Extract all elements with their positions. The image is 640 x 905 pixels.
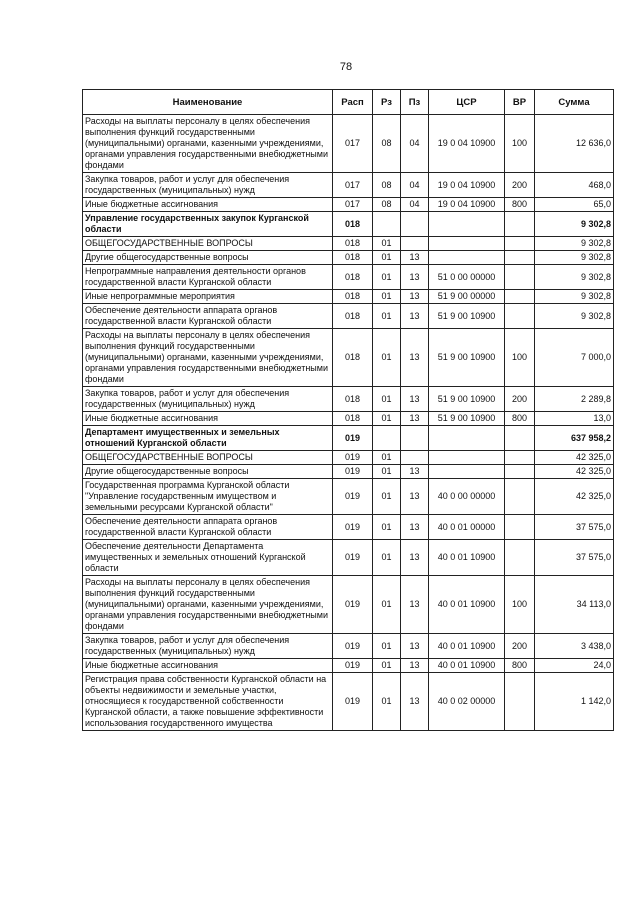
cell-rz: 01	[373, 659, 401, 673]
cell-rz: 08	[373, 198, 401, 212]
table-row	[83, 198, 614, 212]
cell-vr	[505, 451, 535, 465]
cell-rasp: 018	[333, 387, 373, 412]
cell-rasp: 017	[333, 173, 373, 198]
cell-sum: 1 142,0	[535, 673, 614, 731]
cell-pz: 13	[401, 479, 429, 515]
cell-csr: 51 9 00 10900	[429, 412, 505, 426]
cell-pz: 13	[401, 251, 429, 265]
cell-name: Другие общегосударственные вопросы	[83, 251, 333, 265]
cell-rz: 01	[373, 304, 401, 329]
cell-rasp: 019	[333, 426, 373, 451]
cell-sum: 468,0	[535, 173, 614, 198]
cell-rz: 01	[373, 515, 401, 540]
cell-vr	[505, 465, 535, 479]
cell-csr	[429, 251, 505, 265]
cell-vr	[505, 237, 535, 251]
cell-vr: 800	[505, 412, 535, 426]
header-vr: ВР	[505, 90, 535, 115]
cell-name: Обеспечение деятельности Департамента имущественных и земельных отношений Курганской области	[83, 540, 333, 576]
cell-rasp: 018	[333, 237, 373, 251]
cell-csr: 19 0 04 10900	[429, 198, 505, 212]
table-row	[83, 290, 614, 304]
cell-rz: 01	[373, 290, 401, 304]
cell-csr: 51 9 00 00000	[429, 290, 505, 304]
cell-csr: 40 0 00 00000	[429, 479, 505, 515]
cell-vr: 200	[505, 387, 535, 412]
cell-csr: 40 0 01 00000	[429, 515, 505, 540]
cell-vr	[505, 515, 535, 540]
cell-name: Иные бюджетные ассигнования	[83, 198, 333, 212]
cell-vr	[505, 540, 535, 576]
cell-pz: 13	[401, 329, 429, 387]
cell-name: Обеспечение деятельности аппарата органов государственной власти Курганской области	[83, 515, 333, 540]
cell-rz: 01	[373, 329, 401, 387]
cell-vr: 200	[505, 173, 535, 198]
cell-name: Государственная программа Курганской области "Управление государственным имуществом и земельными ресурсами Курганской области"	[83, 479, 333, 515]
cell-vr	[505, 290, 535, 304]
cell-vr: 100	[505, 329, 535, 387]
cell-rasp: 017	[333, 198, 373, 212]
cell-csr: 40 0 01 10900	[429, 634, 505, 659]
cell-pz: 13	[401, 659, 429, 673]
cell-rz: 01	[373, 387, 401, 412]
cell-rz: 01	[373, 237, 401, 251]
header-csr: ЦСР	[429, 90, 505, 115]
cell-rasp: 019	[333, 479, 373, 515]
cell-pz	[401, 237, 429, 251]
cell-csr: 40 0 02 00000	[429, 673, 505, 731]
cell-pz: 13	[401, 304, 429, 329]
cell-sum: 9 302,8	[535, 251, 614, 265]
cell-rasp: 019	[333, 634, 373, 659]
cell-csr: 40 0 01 10900	[429, 576, 505, 634]
cell-rz: 08	[373, 173, 401, 198]
cell-name: Иные бюджетные ассигнования	[83, 659, 333, 673]
cell-pz: 13	[401, 387, 429, 412]
cell-csr: 19 0 04 10900	[429, 173, 505, 198]
table-row	[83, 251, 614, 265]
cell-rasp: 019	[333, 659, 373, 673]
cell-vr	[505, 212, 535, 237]
cell-name: ОБЩЕГОСУДАРСТВЕННЫЕ ВОПРОСЫ	[83, 451, 333, 465]
table-header-row	[83, 90, 614, 115]
cell-sum: 42 325,0	[535, 451, 614, 465]
cell-sum: 37 575,0	[535, 515, 614, 540]
cell-name: Регистрация права собственности Курганской области на объекты недвижимости и земельные участки, относящиеся к государственной собственности Курганской области, а также повышение эффективности использования государственного имущества	[83, 673, 333, 731]
cell-pz	[401, 212, 429, 237]
cell-csr	[429, 426, 505, 451]
cell-vr	[505, 251, 535, 265]
cell-rasp: 018	[333, 265, 373, 290]
cell-vr	[505, 479, 535, 515]
cell-name: Непрограммные направления деятельности органов государственной власти Курганской области	[83, 265, 333, 290]
cell-rasp: 019	[333, 451, 373, 465]
cell-rasp: 019	[333, 465, 373, 479]
cell-rasp: 018	[333, 329, 373, 387]
cell-csr	[429, 237, 505, 251]
cell-name: Департамент имущественных и земельных отношений Курганской области	[83, 426, 333, 451]
cell-csr	[429, 212, 505, 237]
cell-pz: 13	[401, 265, 429, 290]
page-number: 78	[339, 61, 353, 73]
cell-sum: 42 325,0	[535, 465, 614, 479]
cell-vr: 200	[505, 634, 535, 659]
cell-sum: 12 636,0	[535, 115, 614, 173]
cell-sum: 637 958,2	[535, 426, 614, 451]
table-body	[83, 115, 614, 731]
cell-name: ОБЩЕГОСУДАРСТВЕННЫЕ ВОПРОСЫ	[83, 237, 333, 251]
cell-csr: 40 0 01 10900	[429, 659, 505, 673]
cell-rz	[373, 426, 401, 451]
table-row	[83, 479, 614, 515]
cell-rasp: 019	[333, 673, 373, 731]
cell-sum: 9 302,8	[535, 237, 614, 251]
cell-csr: 51 9 00 10900	[429, 304, 505, 329]
table-row	[83, 115, 614, 173]
cell-rasp: 018	[333, 412, 373, 426]
table-row	[83, 304, 614, 329]
cell-rz: 08	[373, 115, 401, 173]
cell-rz: 01	[373, 265, 401, 290]
table-row	[83, 451, 614, 465]
table-row	[83, 634, 614, 659]
cell-pz: 13	[401, 634, 429, 659]
cell-rz: 01	[373, 451, 401, 465]
budget-table	[82, 89, 614, 731]
cell-vr	[505, 426, 535, 451]
table-row	[83, 540, 614, 576]
cell-csr	[429, 451, 505, 465]
header-pz: Пз	[401, 90, 429, 115]
cell-rasp: 017	[333, 115, 373, 173]
cell-rasp: 018	[333, 304, 373, 329]
cell-sum: 2 289,8	[535, 387, 614, 412]
cell-name: Закупка товаров, работ и услуг для обеспечения государственных (муниципальных) нужд	[83, 634, 333, 659]
table-row	[83, 173, 614, 198]
cell-pz: 13	[401, 465, 429, 479]
cell-rz: 01	[373, 576, 401, 634]
cell-csr: 51 0 00 00000	[429, 265, 505, 290]
cell-rz: 01	[373, 540, 401, 576]
cell-pz: 13	[401, 515, 429, 540]
cell-vr: 100	[505, 115, 535, 173]
cell-vr	[505, 304, 535, 329]
cell-sum: 9 302,8	[535, 212, 614, 237]
cell-rz: 01	[373, 673, 401, 731]
cell-sum: 34 113,0	[535, 576, 614, 634]
cell-sum: 24,0	[535, 659, 614, 673]
cell-sum: 9 302,8	[535, 265, 614, 290]
cell-name: Расходы на выплаты персоналу в целях обеспечения выполнения функций государственными (муниципальными) органами, казенными учреждениями, органами управления государственными внебюджетными фондами	[83, 115, 333, 173]
cell-vr: 800	[505, 198, 535, 212]
cell-pz	[401, 451, 429, 465]
table-row	[83, 265, 614, 290]
cell-pz: 13	[401, 576, 429, 634]
cell-sum: 37 575,0	[535, 540, 614, 576]
cell-csr: 19 0 04 10900	[429, 115, 505, 173]
cell-sum: 3 438,0	[535, 634, 614, 659]
cell-vr	[505, 265, 535, 290]
table-row	[83, 659, 614, 673]
cell-rz: 01	[373, 251, 401, 265]
cell-pz: 04	[401, 115, 429, 173]
header-sum: Сумма	[535, 90, 614, 115]
cell-name: Расходы на выплаты персоналу в целях обеспечения выполнения функций государственными (муниципальными) органами, казенными учреждениями, органами управления государственными внебюджетными фондами	[83, 329, 333, 387]
cell-vr: 800	[505, 659, 535, 673]
cell-name: Иные бюджетные ассигнования	[83, 412, 333, 426]
cell-sum: 7 000,0	[535, 329, 614, 387]
cell-name: Закупка товаров, работ и услуг для обеспечения государственных (муниципальных) нужд	[83, 173, 333, 198]
cell-sum: 42 325,0	[535, 479, 614, 515]
cell-csr: 40 0 01 10900	[429, 540, 505, 576]
cell-sum: 13,0	[535, 412, 614, 426]
cell-csr	[429, 465, 505, 479]
table-row	[83, 212, 614, 237]
cell-pz: 04	[401, 198, 429, 212]
cell-csr: 51 9 00 10900	[429, 387, 505, 412]
header-rz: Рз	[373, 90, 401, 115]
cell-pz: 13	[401, 290, 429, 304]
cell-sum: 65,0	[535, 198, 614, 212]
cell-vr: 100	[505, 576, 535, 634]
table-row	[83, 412, 614, 426]
cell-rasp: 018	[333, 251, 373, 265]
table-row	[83, 465, 614, 479]
cell-rasp: 018	[333, 212, 373, 237]
cell-name: Управление государственных закупок Курганской области	[83, 212, 333, 237]
cell-rasp: 019	[333, 515, 373, 540]
header-name: Наименование	[83, 90, 333, 115]
cell-pz: 04	[401, 173, 429, 198]
cell-pz: 13	[401, 540, 429, 576]
cell-rasp: 018	[333, 290, 373, 304]
cell-name: Другие общегосударственные вопросы	[83, 465, 333, 479]
table-row	[83, 387, 614, 412]
cell-pz: 13	[401, 412, 429, 426]
cell-rz: 01	[373, 479, 401, 515]
cell-rz: 01	[373, 634, 401, 659]
cell-name: Расходы на выплаты персоналу в целях обеспечения выполнения функций государственными (муниципальными) органами, казенными учреждениями, органами управления государственными внебюджетными фондами	[83, 576, 333, 634]
table-row	[83, 426, 614, 451]
cell-pz	[401, 426, 429, 451]
cell-rz	[373, 212, 401, 237]
cell-name: Закупка товаров, работ и услуг для обеспечения государственных (муниципальных) нужд	[83, 387, 333, 412]
cell-vr	[505, 673, 535, 731]
table-row	[83, 237, 614, 251]
cell-sum: 9 302,8	[535, 290, 614, 304]
table-row	[83, 329, 614, 387]
table-row	[83, 576, 614, 634]
table-row	[83, 515, 614, 540]
cell-name: Обеспечение деятельности аппарата органов государственной власти Курганской области	[83, 304, 333, 329]
cell-name: Иные непрограммные мероприятия	[83, 290, 333, 304]
cell-sum: 9 302,8	[535, 304, 614, 329]
cell-rasp: 019	[333, 576, 373, 634]
cell-rz: 01	[373, 465, 401, 479]
cell-pz: 13	[401, 673, 429, 731]
table-row	[83, 673, 614, 731]
cell-csr: 51 9 00 10900	[429, 329, 505, 387]
cell-rasp: 019	[333, 540, 373, 576]
header-rasp: Расп	[333, 90, 373, 115]
cell-rz: 01	[373, 412, 401, 426]
